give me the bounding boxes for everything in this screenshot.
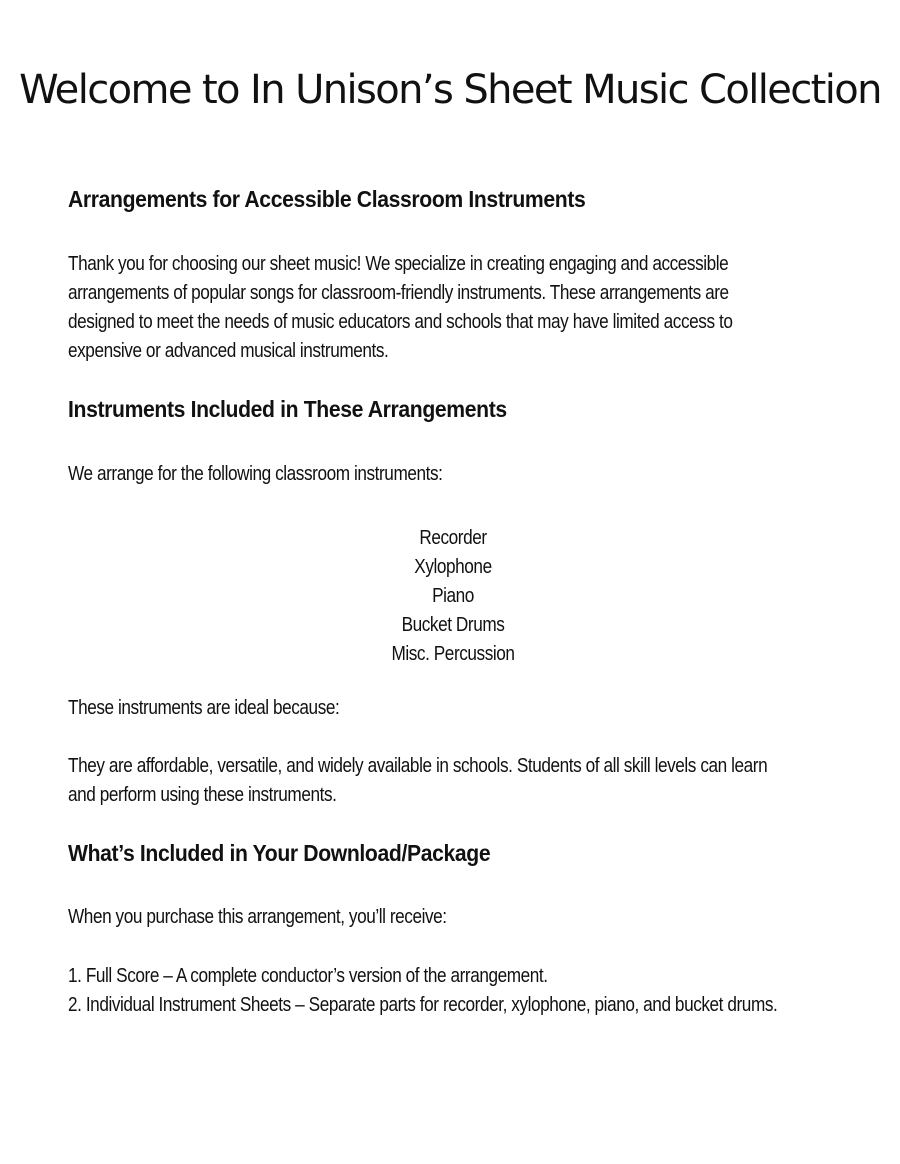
ideal-intro-text: These instruments are ideal because:	[68, 697, 340, 719]
intro-line: arrangements of popular songs for classroom-friendly instruments. These arrangements are	[68, 282, 729, 304]
included-list	[68, 962, 859, 1020]
heading-arrangements: Arrangements for Accessible Classroom Instruments	[68, 186, 586, 212]
instrument-list	[68, 524, 838, 669]
reason-line: They are affordable, versatile, and widely available in schools. Students of all skill levels can learn	[68, 755, 768, 777]
instrument-misc-percussion: Misc. Percussion	[391, 643, 515, 665]
instrument-recorder: Recorder	[419, 527, 487, 549]
intro-line: expensive or advanced musical instruments.	[68, 340, 389, 362]
list-item-instrument-sheets: 2. Individual Instrument Sheets – Separate parts for recorder, xylophone, piano, and bucket drums.	[68, 994, 778, 1016]
ideal-intro	[68, 694, 859, 723]
purchase-intro	[68, 903, 859, 932]
heading-included: What’s Included in Your Download/Package	[68, 840, 491, 866]
list-item-full-score: 1. Full Score – A complete conductor’s version of the arrangement.	[68, 965, 548, 987]
reason-line: and perform using these instruments.	[68, 784, 337, 806]
instruments-intro-text: We arrange for the following classroom instruments:	[68, 463, 443, 485]
document-body	[68, 184, 858, 1020]
intro-line: Thank you for choosing our sheet music! We specialize in creating engaging and accessible	[68, 253, 729, 275]
instruments-intro	[68, 460, 859, 489]
page-title: Welcome to In Unison’s Sheet Music Collection	[19, 67, 881, 113]
instrument-bucket-drums: Bucket Drums	[401, 614, 505, 636]
purchase-intro-text: When you purchase this arrangement, you’ll receive:	[68, 906, 447, 928]
instrument-xylophone: Xylophone	[414, 556, 492, 578]
intro-paragraph	[68, 250, 859, 366]
instrument-piano: Piano	[432, 585, 474, 607]
heading-instruments: Instruments Included in These Arrangements	[68, 396, 507, 422]
reason-paragraph	[68, 752, 859, 810]
intro-line: designed to meet the needs of music educators and schools that may have limited access to	[68, 311, 733, 333]
